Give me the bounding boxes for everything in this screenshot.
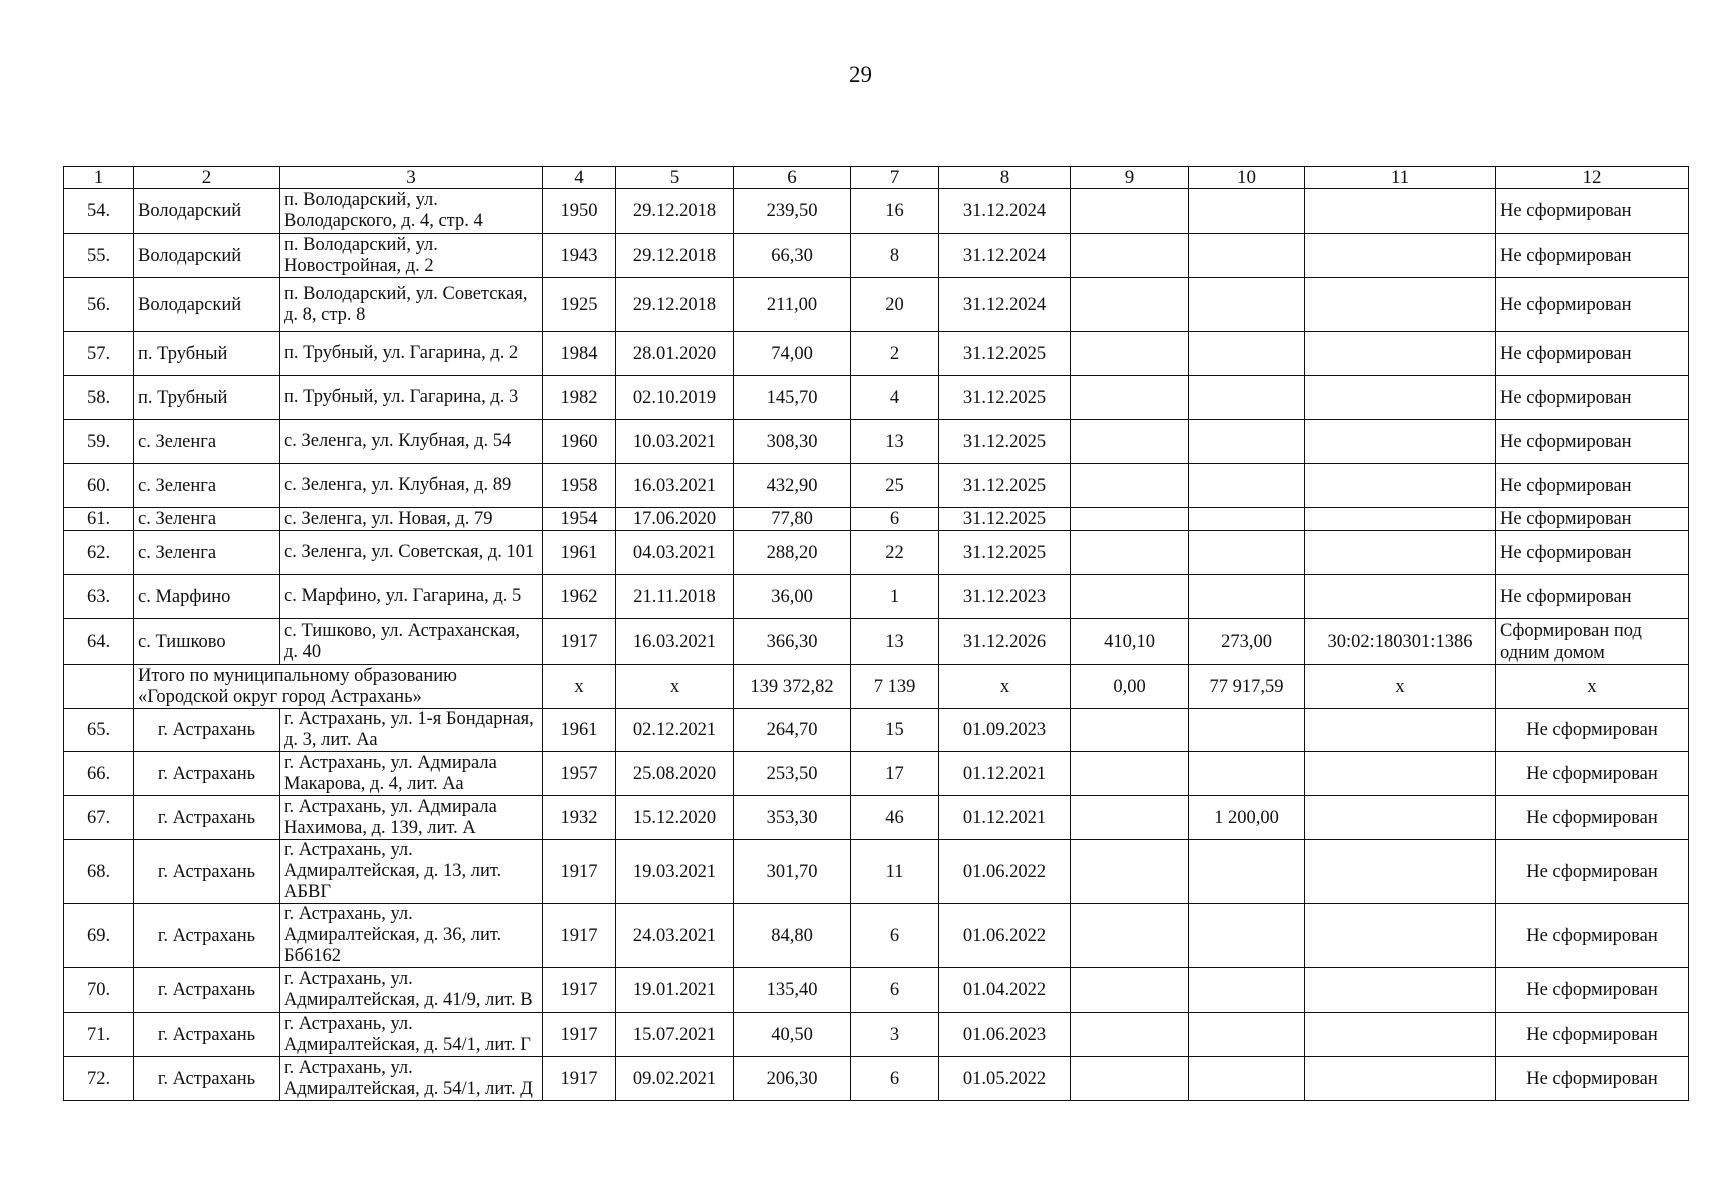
year-built-cell: 1982: [543, 376, 616, 420]
value-cell: [1189, 752, 1305, 796]
total-value-cell: 0,00: [1071, 665, 1189, 709]
cadastral-number-cell: [1305, 234, 1496, 278]
year-built-cell: 1932: [543, 796, 616, 840]
deadline-cell: 01.04.2022: [939, 968, 1071, 1013]
cadastral-number-cell: [1305, 376, 1496, 420]
value-cell: [1189, 1013, 1305, 1057]
municipality-cell: г. Астрахань: [134, 904, 280, 968]
municipality-cell: г. Астрахань: [134, 1013, 280, 1057]
year-built-cell: 1984: [543, 332, 616, 376]
value-cell: [1071, 189, 1189, 234]
value-cell: [1189, 531, 1305, 575]
total-value-cell: x: [1305, 665, 1496, 709]
total-value-cell: x: [616, 665, 734, 709]
residents-cell: 1: [851, 575, 939, 619]
total-value-cell: x: [939, 665, 1071, 709]
table-row: [64, 376, 1689, 420]
residents-cell: 6: [851, 968, 939, 1013]
value-cell: [1071, 752, 1189, 796]
table-row: [64, 332, 1689, 376]
residents-cell: 2: [851, 332, 939, 376]
address-cell: п. Володарский, ул. Советская, д. 8, стр. 8: [280, 278, 543, 332]
column-header: 8: [939, 167, 1071, 189]
table-row: [64, 189, 1689, 234]
table-body: [64, 167, 1689, 1101]
status-cell: Не сформирован: [1496, 420, 1689, 464]
row-number: 61.: [64, 508, 134, 531]
value-cell: [1189, 464, 1305, 508]
deadline-cell: 01.09.2023: [939, 709, 1071, 752]
table-row: [64, 796, 1689, 840]
status-cell: Не сформирован: [1496, 1057, 1689, 1101]
date-cell: 29.12.2018: [616, 278, 734, 332]
cadastral-number-cell: [1305, 278, 1496, 332]
status-cell: Не сформирован: [1496, 1013, 1689, 1057]
row-number: 71.: [64, 1013, 134, 1057]
residents-cell: 11: [851, 840, 939, 904]
row-number: 70.: [64, 968, 134, 1013]
residents-cell: 20: [851, 278, 939, 332]
area-value-cell: 253,50: [734, 752, 851, 796]
table-row: [64, 752, 1689, 796]
area-value-cell: 308,30: [734, 420, 851, 464]
cadastral-number-cell: [1305, 420, 1496, 464]
table-row: [64, 531, 1689, 575]
cadastral-number-cell: [1305, 189, 1496, 234]
value-cell: [1071, 968, 1189, 1013]
cadastral-number-cell: [1305, 1013, 1496, 1057]
column-header: 1: [64, 167, 134, 189]
column-header: 4: [543, 167, 616, 189]
residents-cell: 17: [851, 752, 939, 796]
value-cell: [1071, 709, 1189, 752]
value-cell: [1189, 332, 1305, 376]
status-cell: Не сформирован: [1496, 840, 1689, 904]
year-built-cell: 1943: [543, 234, 616, 278]
status-cell: Сформирован под одним домом: [1496, 619, 1689, 665]
cadastral-number-cell: [1305, 531, 1496, 575]
year-built-cell: 1917: [543, 1013, 616, 1057]
total-value-cell: x: [543, 665, 616, 709]
total-value-cell: 139 372,82: [734, 665, 851, 709]
municipality-cell: с. Зеленга: [134, 420, 280, 464]
area-value-cell: 211,00: [734, 278, 851, 332]
value-cell: [1189, 189, 1305, 234]
area-value-cell: 77,80: [734, 508, 851, 531]
deadline-cell: 31.12.2026: [939, 619, 1071, 665]
row-number: 62.: [64, 531, 134, 575]
cadastral-number-cell: [1305, 968, 1496, 1013]
value-cell: [1071, 840, 1189, 904]
date-cell: 02.10.2019: [616, 376, 734, 420]
address-cell: п. Володарский, ул. Володарского, д. 4, стр. 4: [280, 189, 543, 234]
area-value-cell: 36,00: [734, 575, 851, 619]
municipality-cell: г. Астрахань: [134, 840, 280, 904]
municipality-cell: Володарский: [134, 278, 280, 332]
area-value-cell: 40,50: [734, 1013, 851, 1057]
cadastral-number-cell: [1305, 840, 1496, 904]
residents-cell: 46: [851, 796, 939, 840]
table-row: [64, 278, 1689, 332]
value-cell: [1071, 278, 1189, 332]
address-cell: г. Астрахань, ул. 1-я Бондарная, д. 3, лит. Аа: [280, 709, 543, 752]
table-row: [64, 904, 1689, 968]
row-number: 57.: [64, 332, 134, 376]
table-row: [64, 575, 1689, 619]
municipality-cell: с. Марфино: [134, 575, 280, 619]
address-cell: п. Трубный, ул. Гагарина, д. 3: [280, 376, 543, 420]
column-header: 12: [1496, 167, 1689, 189]
residents-cell: 4: [851, 376, 939, 420]
municipality-cell: Володарский: [134, 234, 280, 278]
area-value-cell: 74,00: [734, 332, 851, 376]
address-cell: п. Трубный, ул. Гагарина, д. 2: [280, 332, 543, 376]
address-cell: с. Зеленга, ул. Клубная, д. 54: [280, 420, 543, 464]
deadline-cell: 01.06.2023: [939, 1013, 1071, 1057]
status-cell: Не сформирован: [1496, 508, 1689, 531]
cadastral-number-cell: [1305, 464, 1496, 508]
cadastral-number-cell: [1305, 904, 1496, 968]
table-row: [64, 1013, 1689, 1057]
deadline-cell: 31.12.2025: [939, 332, 1071, 376]
deadline-cell: 01.12.2021: [939, 796, 1071, 840]
status-cell: Не сформирован: [1496, 376, 1689, 420]
row-number: 65.: [64, 709, 134, 752]
row-number: 59.: [64, 420, 134, 464]
row-number: 68.: [64, 840, 134, 904]
deadline-cell: 01.05.2022: [939, 1057, 1071, 1101]
housing-registry-table: [63, 166, 1689, 1101]
address-cell: г. Астрахань, ул. Адмирала Нахимова, д. 139, лит. А: [280, 796, 543, 840]
table-row: [64, 968, 1689, 1013]
value-cell: [1071, 1013, 1189, 1057]
total-label: Итого по муниципальному образованию «Городской округ город Астрахань»: [134, 665, 543, 709]
year-built-cell: 1917: [543, 619, 616, 665]
address-cell: г. Астрахань, ул. Адмиралтейская, д. 54/1, лит. Д: [280, 1057, 543, 1101]
deadline-cell: 31.12.2025: [939, 420, 1071, 464]
date-cell: 17.06.2020: [616, 508, 734, 531]
municipality-cell: с. Тишково: [134, 619, 280, 665]
area-value-cell: 66,30: [734, 234, 851, 278]
municipality-cell: п. Трубный: [134, 376, 280, 420]
cadastral-number-cell: [1305, 575, 1496, 619]
column-header: 9: [1071, 167, 1189, 189]
year-built-cell: 1960: [543, 420, 616, 464]
column-header: 7: [851, 167, 939, 189]
status-cell: Не сформирован: [1496, 332, 1689, 376]
area-value-cell: 264,70: [734, 709, 851, 752]
residents-cell: 13: [851, 619, 939, 665]
area-value-cell: 301,70: [734, 840, 851, 904]
municipality-cell: с. Зеленга: [134, 531, 280, 575]
date-cell: 10.03.2021: [616, 420, 734, 464]
year-built-cell: 1917: [543, 904, 616, 968]
area-value-cell: 145,70: [734, 376, 851, 420]
value-cell: [1071, 464, 1189, 508]
cadastral-number-cell: [1305, 752, 1496, 796]
table-row: [64, 840, 1689, 904]
municipality-cell: с. Зеленга: [134, 464, 280, 508]
municipality-cell: с. Зеленга: [134, 508, 280, 531]
column-header: 3: [280, 167, 543, 189]
row-number: 69.: [64, 904, 134, 968]
date-cell: 28.01.2020: [616, 332, 734, 376]
row-number: 58.: [64, 376, 134, 420]
deadline-cell: 31.12.2025: [939, 376, 1071, 420]
status-cell: Не сформирован: [1496, 904, 1689, 968]
value-cell: [1071, 796, 1189, 840]
area-value-cell: 206,30: [734, 1057, 851, 1101]
cadastral-number-cell: [1305, 796, 1496, 840]
table-row: [64, 508, 1689, 531]
area-value-cell: 366,30: [734, 619, 851, 665]
table-row: [64, 420, 1689, 464]
deadline-cell: 31.12.2025: [939, 464, 1071, 508]
residents-cell: 22: [851, 531, 939, 575]
value-cell: [1071, 531, 1189, 575]
date-cell: 29.12.2018: [616, 234, 734, 278]
residents-cell: 13: [851, 420, 939, 464]
municipality-cell: г. Астрахань: [134, 1057, 280, 1101]
table-row: [64, 1057, 1689, 1101]
cadastral-number-cell: [1305, 332, 1496, 376]
residents-cell: 6: [851, 1057, 939, 1101]
municipality-cell: г. Астрахань: [134, 752, 280, 796]
address-cell: г. Астрахань, ул. Адмирала Макарова, д. 4, лит. Аа: [280, 752, 543, 796]
value-cell: [1189, 968, 1305, 1013]
status-cell: Не сформирован: [1496, 234, 1689, 278]
row-number: 66.: [64, 752, 134, 796]
date-cell: 19.03.2021: [616, 840, 734, 904]
deadline-cell: 01.06.2022: [939, 904, 1071, 968]
date-cell: 29.12.2018: [616, 189, 734, 234]
total-value-cell: 7 139: [851, 665, 939, 709]
address-cell: г. Астрахань, ул. Адмиралтейская, д. 54/1, лит. Г: [280, 1013, 543, 1057]
column-header: 10: [1189, 167, 1305, 189]
value-cell: [1071, 420, 1189, 464]
total-value-cell: x: [1496, 665, 1689, 709]
residents-cell: 3: [851, 1013, 939, 1057]
cadastral-number-cell: [1305, 709, 1496, 752]
value-cell: [1071, 575, 1189, 619]
table-row: [64, 619, 1689, 665]
address-cell: п. Володарский, ул. Новостройная, д. 2: [280, 234, 543, 278]
value-cell: [1189, 840, 1305, 904]
residents-cell: 25: [851, 464, 939, 508]
column-header: 11: [1305, 167, 1496, 189]
row-number: 63.: [64, 575, 134, 619]
cadastral-number-cell: [1305, 508, 1496, 531]
date-cell: 19.01.2021: [616, 968, 734, 1013]
address-cell: с. Зеленга, ул. Советская, д. 101: [280, 531, 543, 575]
residents-cell: 16: [851, 189, 939, 234]
value-cell: [1189, 575, 1305, 619]
address-cell: с. Марфино, ул. Гагарина, д. 5: [280, 575, 543, 619]
status-cell: Не сформирован: [1496, 278, 1689, 332]
municipality-cell: Володарский: [134, 189, 280, 234]
municipality-cell: п. Трубный: [134, 332, 280, 376]
area-value-cell: 135,40: [734, 968, 851, 1013]
row-number: 55.: [64, 234, 134, 278]
column-header: 2: [134, 167, 280, 189]
date-cell: 25.08.2020: [616, 752, 734, 796]
area-value-cell: 239,50: [734, 189, 851, 234]
row-number: 54.: [64, 189, 134, 234]
status-cell: Не сформирован: [1496, 796, 1689, 840]
deadline-cell: 31.12.2023: [939, 575, 1071, 619]
year-built-cell: 1961: [543, 709, 616, 752]
row-number: 72.: [64, 1057, 134, 1101]
address-cell: г. Астрахань, ул. Адмиралтейская, д. 13, лит. АБВГ: [280, 840, 543, 904]
status-cell: Не сформирован: [1496, 709, 1689, 752]
date-cell: 16.03.2021: [616, 619, 734, 665]
row-number: 56.: [64, 278, 134, 332]
value-cell: [1189, 1057, 1305, 1101]
total-row: [64, 665, 1689, 709]
year-built-cell: 1962: [543, 575, 616, 619]
status-cell: Не сформирован: [1496, 189, 1689, 234]
residents-cell: 6: [851, 904, 939, 968]
year-built-cell: 1957: [543, 752, 616, 796]
residents-cell: 6: [851, 508, 939, 531]
value-cell: [1189, 904, 1305, 968]
date-cell: 16.03.2021: [616, 464, 734, 508]
total-value-cell: 77 917,59: [1189, 665, 1305, 709]
value-cell: 1 200,00: [1189, 796, 1305, 840]
address-cell: г. Астрахань, ул. Адмиралтейская, д. 41/9, лит. В: [280, 968, 543, 1013]
column-header: 6: [734, 167, 851, 189]
table-row: [64, 464, 1689, 508]
value-cell: [1071, 1057, 1189, 1101]
year-built-cell: 1917: [543, 968, 616, 1013]
residents-cell: 15: [851, 709, 939, 752]
municipality-cell: г. Астрахань: [134, 968, 280, 1013]
municipality-cell: г. Астрахань: [134, 709, 280, 752]
year-built-cell: 1954: [543, 508, 616, 531]
value-cell: [1189, 234, 1305, 278]
value-cell: [1189, 376, 1305, 420]
value-cell: [1189, 420, 1305, 464]
table-row: [64, 234, 1689, 278]
address-cell: с. Тишково, ул. Астраханская, д. 40: [280, 619, 543, 665]
cadastral-number-cell: 30:02:180301:1386: [1305, 619, 1496, 665]
date-cell: 24.03.2021: [616, 904, 734, 968]
date-cell: 04.03.2021: [616, 531, 734, 575]
deadline-cell: 31.12.2024: [939, 278, 1071, 332]
date-cell: 21.11.2018: [616, 575, 734, 619]
year-built-cell: 1950: [543, 189, 616, 234]
address-cell: с. Зеленга, ул. Новая, д. 79: [280, 508, 543, 531]
value-cell: 410,10: [1071, 619, 1189, 665]
address-cell: г. Астрахань, ул. Адмиралтейская, д. 36, лит. Бб6162: [280, 904, 543, 968]
value-cell: [1071, 332, 1189, 376]
date-cell: 09.02.2021: [616, 1057, 734, 1101]
status-cell: Не сформирован: [1496, 575, 1689, 619]
deadline-cell: 31.12.2025: [939, 531, 1071, 575]
column-header: 5: [616, 167, 734, 189]
area-value-cell: 353,30: [734, 796, 851, 840]
municipality-cell: г. Астрахань: [134, 796, 280, 840]
year-built-cell: 1961: [543, 531, 616, 575]
status-cell: Не сформирован: [1496, 464, 1689, 508]
area-value-cell: 84,80: [734, 904, 851, 968]
deadline-cell: 01.12.2021: [939, 752, 1071, 796]
status-cell: Не сформирован: [1496, 968, 1689, 1013]
table-row: [64, 709, 1689, 752]
year-built-cell: 1917: [543, 1057, 616, 1101]
date-cell: 15.07.2021: [616, 1013, 734, 1057]
date-cell: 15.12.2020: [616, 796, 734, 840]
value-cell: 273,00: [1189, 619, 1305, 665]
value-cell: [1071, 376, 1189, 420]
year-built-cell: 1958: [543, 464, 616, 508]
status-cell: Не сформирован: [1496, 752, 1689, 796]
address-cell: с. Зеленга, ул. Клубная, д. 89: [280, 464, 543, 508]
deadline-cell: 31.12.2024: [939, 189, 1071, 234]
residents-cell: 8: [851, 234, 939, 278]
value-cell: [1071, 904, 1189, 968]
deadline-cell: 31.12.2024: [939, 234, 1071, 278]
deadline-cell: 01.06.2022: [939, 840, 1071, 904]
row-number: 64.: [64, 619, 134, 665]
area-value-cell: 288,20: [734, 531, 851, 575]
value-cell: [1071, 508, 1189, 531]
value-cell: [1071, 234, 1189, 278]
cadastral-number-cell: [1305, 1057, 1496, 1101]
deadline-cell: 31.12.2025: [939, 508, 1071, 531]
status-cell: Не сформирован: [1496, 531, 1689, 575]
empty-cell: [64, 665, 134, 709]
value-cell: [1189, 508, 1305, 531]
column-number-header-row: [64, 167, 1689, 189]
page-number: 29: [849, 62, 872, 87]
value-cell: [1189, 709, 1305, 752]
row-number: 67.: [64, 796, 134, 840]
value-cell: [1189, 278, 1305, 332]
area-value-cell: 432,90: [734, 464, 851, 508]
row-number: 60.: [64, 464, 134, 508]
date-cell: 02.12.2021: [616, 709, 734, 752]
year-built-cell: 1917: [543, 840, 616, 904]
year-built-cell: 1925: [543, 278, 616, 332]
